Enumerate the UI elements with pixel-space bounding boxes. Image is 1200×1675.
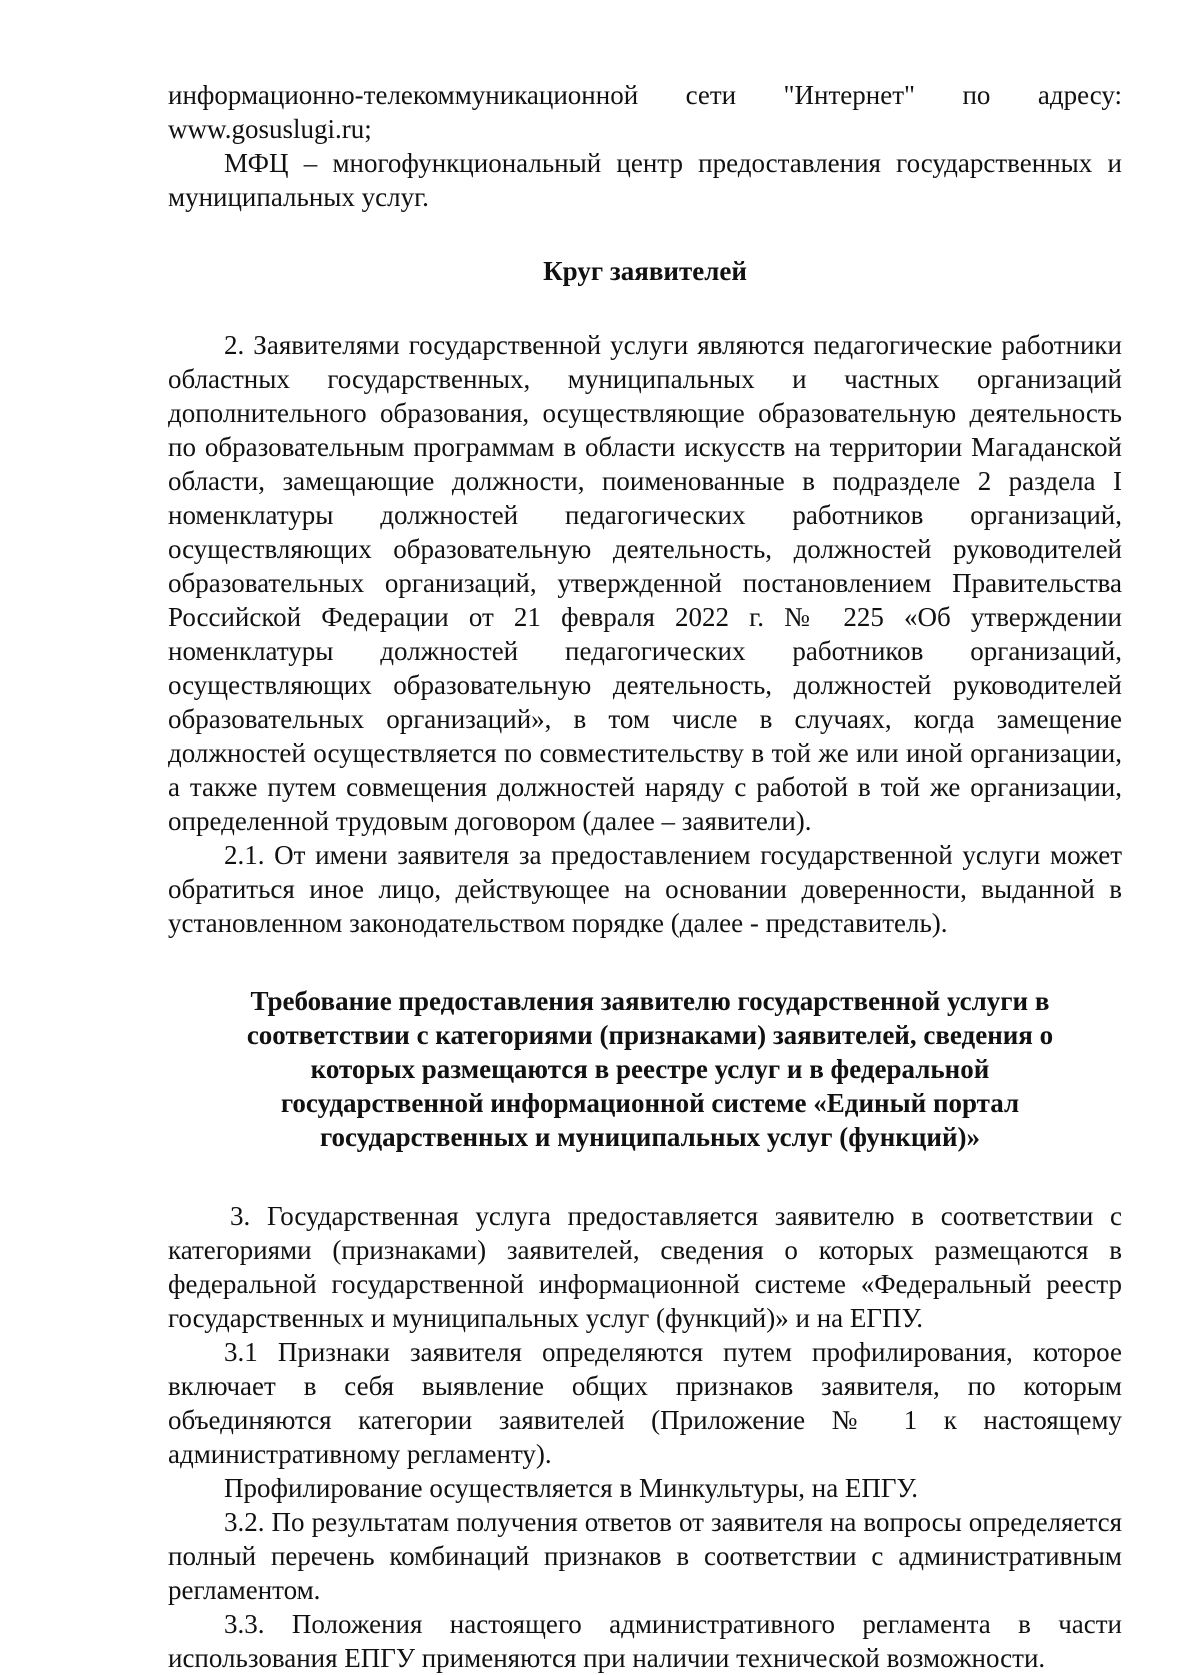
section-heading-applicants: Круг заявителей	[543, 256, 747, 286]
paragraph-3-1-profiling: Профилирование осуществляется в Минкультуры, на ЕПГУ.	[224, 1473, 918, 1503]
paragraph-3-2: 3.2. По результатам получения ответов от заявителя на вопросы определяется полный перечень комбинаций признаков в соответствии с административным регламентом.	[168, 1507, 1122, 1605]
mfc-definition: МФЦ – многофункциональный центр предоставления государственных и муниципальных услуг.	[168, 148, 1122, 212]
document-body	[168, 78, 1122, 1675]
paragraph-3-1: 3.1 Признаки заявителя определяются путем профилирования, которое включает в себя выявление общих признаков заявителя, по которым объединяются категории заявителей (Приложение № 1 к настоящему административному регламенту).	[168, 1337, 1122, 1469]
intro-url: www.gosuslugi.ru;	[168, 114, 372, 144]
paragraph-2: 2. Заявителями государственной услуги являются педагогические работники областных государственных, муниципальных и частных организаций дополнительного образования, осуществляющие образовательную деятельность по образовательным программам в области искусств на территории Магаданской области, замещающие должности, поименованные в подразделе 2 раздела I номенклатуры должностей педагогических работников организаций, осуществляющих образовательную деятельность, должностей руководителей образовательных организаций, утвержденной постановлением Правительства Российской Федерации от 21 февраля 2022 г. № 225 «Об утверждении номенклатуры должностей педагогических работников организаций, осуществляющих образовательную деятельность, должностей руководителей образовательных организаций», в том числе в случаях, когда замещение должностей осуществляется по совместительству в той же или иной организации, а также путем совмещения должностей наряду с работой в той же организации, определенной трудовым договором (далее – заявители).	[168, 330, 1122, 836]
section-heading-requirement: Требование предоставления заявителю государственной услуги в соответствии с категориями (признаками) заявителей, сведения о которых размещаются в реестре услуг и в федеральной государственной информационной системе «Единый портал государственных и муниципальных услуг (функций)»	[246, 986, 1054, 1152]
paragraph-3: 3. Государственная услуга предоставляется заявителю в соответствии с категориями (признаками) заявителей, сведения о которых размещаются в федеральной государственной информационной системе «Федеральный реестр государственных и муниципальных услуг (функций)» и на ЕГПУ.	[168, 1201, 1122, 1333]
paragraph-3-3: 3.3. Положения настоящего административного регламента в части использования ЕПГУ применяются при наличии технической возможности.	[168, 1609, 1122, 1673]
intro-line: информационно-телекоммуникационной сети "Интернет" по адресу:	[168, 80, 1122, 110]
paragraph-2-1: 2.1. От имени заявителя за предоставлением государственной услуги может обратиться иное лицо, действующее на основании доверенности, выданной в установленном законодательством порядке (далее - представитель).	[168, 840, 1122, 938]
